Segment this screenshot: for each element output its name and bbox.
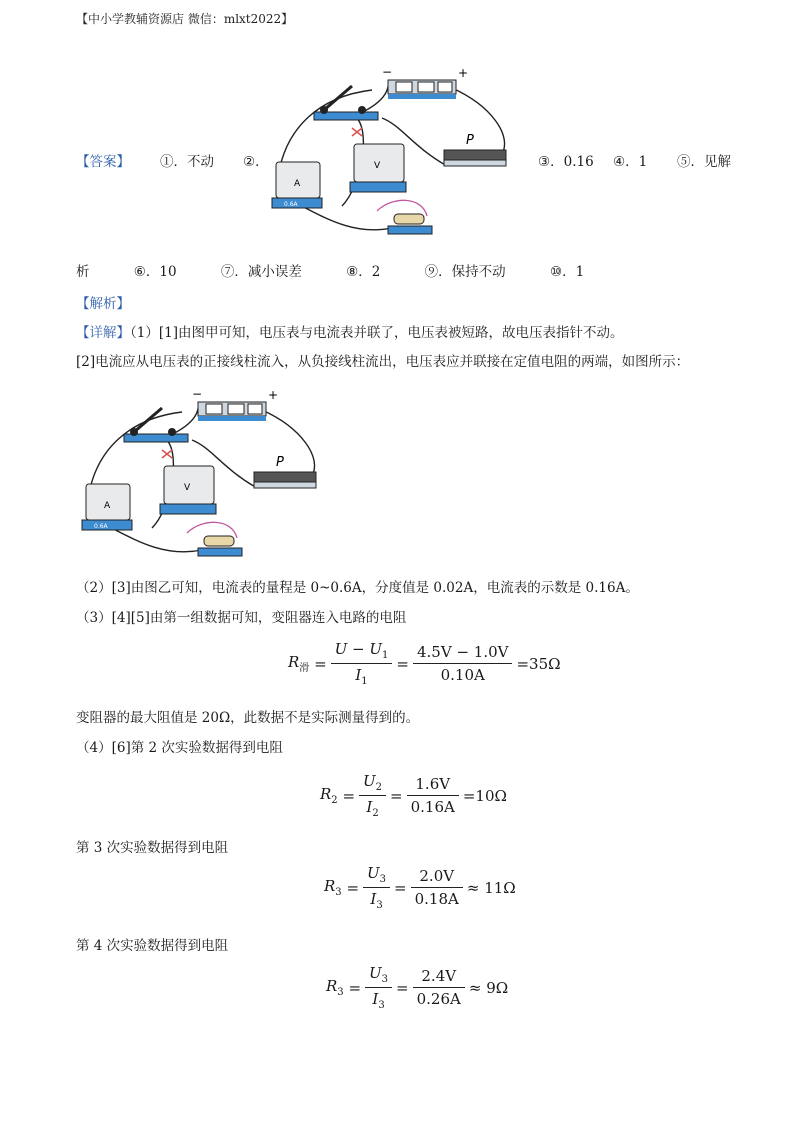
f2-result: =10Ω xyxy=(462,786,507,805)
f2-den: I xyxy=(366,798,373,816)
detail-line-5: 变阻器的最大阻值是 20Ω，此数据不是实际测量得到的。 xyxy=(76,710,420,726)
f4-num-sub: 3 xyxy=(381,974,389,985)
rheostat-slider-label: P xyxy=(466,133,474,148)
battery-plus-label: + xyxy=(268,388,279,402)
rheostat xyxy=(444,150,506,166)
battery xyxy=(388,80,456,99)
rheostat-slider-label: P xyxy=(276,455,284,470)
f4-result: ≈ 9Ω xyxy=(468,978,509,997)
cross-mark xyxy=(162,450,172,458)
f2-num2: 1.6V xyxy=(407,775,459,796)
f1-lhs: R xyxy=(288,653,300,671)
battery-minus-label: − xyxy=(192,388,203,401)
f3-den-sub: 3 xyxy=(376,900,383,911)
f2-num-sub: 2 xyxy=(375,782,383,793)
answer-item-3: ③．0.16 xyxy=(538,154,594,170)
f3-den2: 0.18A xyxy=(414,890,459,908)
answer-item-10: ⑩．1 xyxy=(549,264,585,280)
circuit-diagram-solution xyxy=(72,388,328,564)
formula-r4: $R_3$ = $\frac{U_3}{I_3}$ = $\frac{2.4V}{0.26A}$ ≈ 9Ω xyxy=(326,964,509,1011)
f2-num: U xyxy=(363,772,376,790)
voltmeter-symbol: V xyxy=(184,483,191,493)
f4-lhs: R xyxy=(326,977,338,995)
ammeter-symbol: A xyxy=(294,179,301,189)
circuit-diagram-top xyxy=(262,66,518,242)
f3-num-sub: 3 xyxy=(379,874,387,885)
answer-item-5: ⑤．见解 xyxy=(677,154,731,170)
f1-result: =35Ω xyxy=(516,654,561,673)
detail-line-7: 第 3 次实验数据得到电阻 xyxy=(76,840,229,856)
page-header: 【中小学教辅资源店 微信：mlxt2022】 xyxy=(76,12,294,26)
answer-item-1: ①．不动 xyxy=(160,154,214,170)
f4-num: U xyxy=(369,964,382,982)
voltmeter-symbol: V xyxy=(374,161,381,171)
f1-num2: 4.5V − 1.0V xyxy=(413,643,512,664)
formula-r2: $R_2$ = $\frac{U_2}{I_2}$ = $\frac{1.6V}{0.16A}$ =10Ω xyxy=(320,772,507,819)
answer-item-5-cont: 析 xyxy=(76,264,90,280)
rheostat xyxy=(254,472,316,488)
answer-item-2: ②． xyxy=(243,154,269,170)
detail-line-4: （3）[4][5]由第一组数据可知，变阻器连入电路的电阻 xyxy=(76,610,407,626)
ammeter-symbol: A xyxy=(104,501,111,511)
battery-minus-label: − xyxy=(382,66,393,79)
ammeter-range: 0.6A xyxy=(284,201,298,208)
f4-den2: 0.26A xyxy=(416,990,461,1008)
f2-lhs-sub: 2 xyxy=(331,795,338,806)
f1-lhs-sub: 滑 xyxy=(299,663,310,674)
answer-item-6: ⑥．10 xyxy=(133,264,177,280)
f3-lhs-sub: 3 xyxy=(335,887,342,898)
detail-line-6: （4）[6]第 2 次实验数据得到电阻 xyxy=(76,740,283,756)
answer-item-4: ④．1 xyxy=(613,154,648,170)
f4-den-sub: 3 xyxy=(378,1000,385,1011)
f3-num: U xyxy=(367,864,380,882)
f1-num: U − U xyxy=(334,640,383,658)
f4-num2: 2.4V xyxy=(413,967,465,988)
detail-line-1-text: （1）[1]由图甲可知，电压表与电流表并联了，电压表被短路，故电压表指针不动。 xyxy=(130,325,624,341)
f2-den2: 0.16A xyxy=(410,798,455,816)
f2-lhs: R xyxy=(320,785,332,803)
ammeter-range: 0.6A xyxy=(94,523,108,530)
analysis-label: 【解析】 xyxy=(76,296,130,312)
f3-result: ≈ 11Ω xyxy=(466,878,516,897)
detail-line-8: 第 4 次实验数据得到电阻 xyxy=(76,938,229,954)
f4-den: I xyxy=(372,990,379,1008)
answer-item-8: ⑧．2 xyxy=(346,264,381,280)
cross-mark xyxy=(352,128,362,136)
answer-line-2 xyxy=(76,262,584,282)
formula-rheostat-resistance: $R_滑$ = $\frac{U - U_1}{I_1}$ = $\frac{4.5V - 1.0V}{0.10A}$ =35Ω xyxy=(288,640,561,687)
answer-item-7: ⑦．减小误差 xyxy=(220,264,302,280)
f3-den: I xyxy=(370,890,377,908)
answer-label: 【答案】 xyxy=(76,154,130,170)
formula-r3: $R_3$ = $\frac{U_3}{I_3}$ = $\frac{2.0V}{0.18A}$ ≈ 11Ω xyxy=(324,864,516,911)
battery xyxy=(198,402,266,421)
detail-line-2: [2]电流应从电压表的正接线柱流入，从负接线柱流出，电压表应并联接在定值电阻的两端，如图所示： xyxy=(76,354,690,370)
fixed-resistor xyxy=(388,214,432,234)
f1-den-sub: 1 xyxy=(361,676,368,687)
fixed-resistor xyxy=(198,536,242,556)
detail-line-3: （2）[3]由图乙可知，电流表的量程是 0~0.6A，分度值是 0.02A，电流表的示数是 0.16A。 xyxy=(76,580,639,596)
f1-den: I xyxy=(355,666,362,684)
answer-item-9: ⑨．保持不动 xyxy=(424,264,506,280)
f1-den2: 0.10A xyxy=(440,666,485,684)
f1-num-sub: 1 xyxy=(382,650,389,661)
detail-label: 【详解】 xyxy=(76,325,130,341)
f3-lhs: R xyxy=(324,877,336,895)
detail-line-1 xyxy=(76,323,623,343)
f3-num2: 2.0V xyxy=(411,867,463,888)
f2-den-sub: 2 xyxy=(372,808,379,819)
battery-plus-label: + xyxy=(458,66,469,80)
f4-lhs-sub: 3 xyxy=(337,987,344,998)
